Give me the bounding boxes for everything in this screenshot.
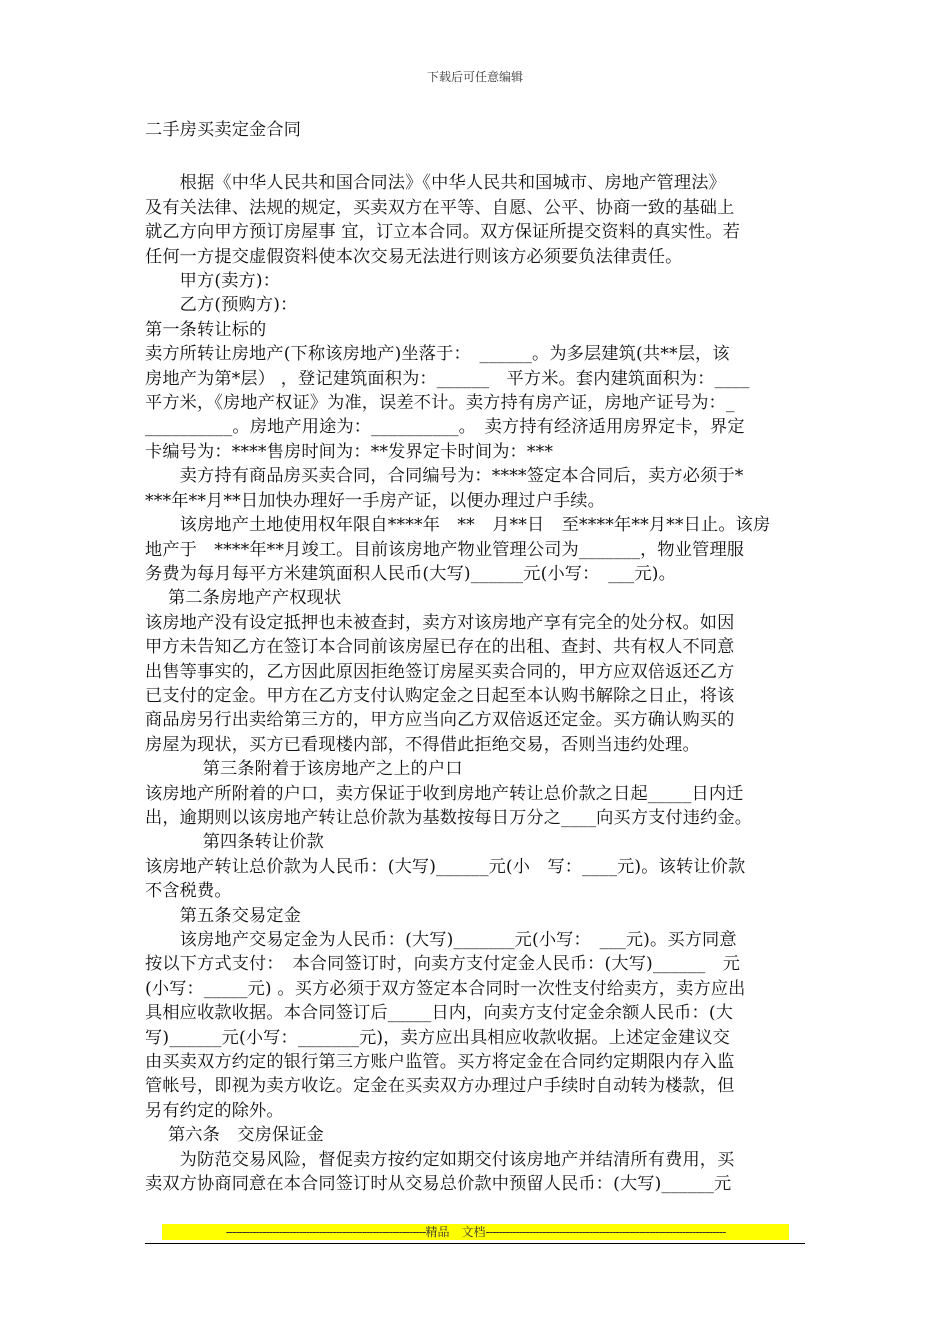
text-line: 务费为每月每平方米建筑面积人民币(大写)______元(小写： ___元)。 bbox=[145, 563, 676, 584]
text-line: 甲方未告知乙方在签订本合同前该房屋已存在的出租、查封、共有权人不同意 bbox=[145, 637, 735, 658]
text-line: (小写：_____元) 。买方必须于双方签定本合同时一次性支付给卖方，卖方应出 bbox=[145, 978, 746, 999]
text-line: 该房地产土地使用权年限自****年 ** 月**日 至****年**月**日止。该房 bbox=[145, 515, 771, 536]
text-line: 根据《中华人民共和国合同法》《中华人民共和国城市、房地产管理法》 bbox=[145, 173, 726, 194]
text-line: 为防范交易风险，督促卖方按约定如期交付该房地产并结清所有费用，买 bbox=[145, 1149, 735, 1170]
text-line: 不含税费。 bbox=[145, 881, 232, 902]
contract-text bbox=[145, 171, 805, 1196]
text-line: 平方米，《房地产权证》为准，误差不计。卖方持有房产证，房地产证号为：_ bbox=[145, 393, 735, 414]
text-line: 管帐号，即视为卖方收讫。定金在买卖双方办理过户手续时自动转为楼款，但 bbox=[145, 1076, 735, 1097]
text-line: 已支付的定金。甲方在乙方支付认购定金之日起至本认购书解除之日止，将该 bbox=[145, 685, 735, 706]
text-line: 该房地产转让总价款为人民币：(大写)______元(小 写：____元)。该转让价款 bbox=[145, 856, 746, 877]
text-line: 商品房另行出卖给第三方的，甲方应当向乙方双倍返还定金。买方确认购买的 bbox=[145, 710, 735, 731]
text-line: 乙方(预购方)： bbox=[145, 295, 298, 316]
text-line: 任何一方提交虚假资料使本次交易无法进行则该方必须要负法律责任。 bbox=[145, 246, 683, 267]
text-line: 甲方(卖方)： bbox=[145, 271, 281, 292]
footer-dashes-right: ------------------------------------------------------------------------ bbox=[485, 1225, 726, 1239]
contract-body bbox=[145, 118, 805, 1196]
footer-dashes-left: ------------------------------------------------------------ bbox=[225, 1225, 426, 1239]
text-line: 地产于 ****年**月竣工。目前该房地产物业管理公司为_______，物业管理服 bbox=[145, 539, 745, 560]
text-line: 写)______元(小写：_______元)，卖方应出具相应收款收据。上述定金建议交 bbox=[145, 1027, 731, 1048]
footer-label: 精品 文档 bbox=[425, 1225, 486, 1239]
text-line: 及有关法律、法规的规定，买卖双方在平等、自愿、公平、协商一致的基础上 bbox=[145, 197, 735, 218]
text-line: 第六条 交房保证金 bbox=[145, 1125, 324, 1146]
text-line: 具相应收款收据。本合同签订后_____日内，向卖方支付定金余额人民币：(大 bbox=[145, 1003, 734, 1024]
text-line: 房屋为现状，买方已看现楼内部，不得借此拒绝交易，否则当违约处理。 bbox=[145, 734, 700, 755]
footer-banner bbox=[162, 1224, 789, 1240]
text-line: 该房地产没有设定抵押也未被查封，卖方对该房地产享有完全的处分权。如因 bbox=[145, 612, 735, 633]
text-line: 按以下方式支付： 本合同签订时，向卖方支付定金人民币：(大写)______ 元 bbox=[145, 954, 741, 975]
text-line: __________。房地产用途为：__________。 卖方持有经济适用房界定卡，界定 bbox=[145, 417, 745, 438]
text-line: 第五条交易定金 bbox=[145, 905, 302, 926]
text-line: 由买卖双方约定的银行第三方账户监管。买方将定金在合同约定期限内存入监 bbox=[145, 1052, 735, 1073]
text-line: 卖方持有商品房买卖合同，合同编号为：****签定本合同后，卖方必须于* bbox=[145, 466, 744, 487]
text-line: 出，逾期则以该房地产转让总价款为基数按每日万分之____向买方支付违约金。 bbox=[145, 807, 753, 828]
text-line: 出售等事实的，乙方因此原因拒绝签订房屋买卖合同的，甲方应双倍返还乙方 bbox=[145, 661, 735, 682]
text-line: 该房地产所附着的户口，卖方保证于收到房地产转让总价款之日起_____日内迁 bbox=[145, 783, 744, 804]
text-line: 另有约定的除外。 bbox=[145, 1100, 284, 1121]
page-header: 下载后可任意编辑 bbox=[426, 70, 523, 84]
text-line: 第四条转让价款 bbox=[145, 832, 324, 853]
text-line: 卡编号为：****售房时间为：**发界定卡时间为：*** bbox=[145, 441, 554, 462]
text-line: 第二条房地产产权现状 bbox=[145, 588, 342, 609]
text-line: 房地产为第*层） ，登记建筑面积为：______ 平方米。套内建筑面积为：____ bbox=[145, 368, 750, 389]
text-line: ***年**月**日加快办理好一手房产证，以便办理过户手续。 bbox=[145, 490, 605, 511]
text-line: 卖方所转让房地产(下称该房地产)坐落于： ______。为多层建筑(共**层，该 bbox=[145, 344, 730, 365]
footer-rule bbox=[145, 1243, 805, 1244]
text-line: 就乙方向甲方预订房屋事 宜，订立本合同。双方保证所提交资料的真实性。若 bbox=[145, 222, 741, 243]
text-line: 该房地产交易定金为人民币：(大写)_______元(小写： ___元)。买方同意 bbox=[145, 930, 737, 950]
document-title: 二手房买卖定金合同 bbox=[145, 120, 302, 140]
text-line: 卖双方协商同意在本合同签订时从交易总价款中预留人民币：(大写)______元 bbox=[145, 1174, 732, 1195]
text-line: 第一条转让标的 bbox=[145, 319, 267, 340]
text-line: 第三条附着于该房地产之上的户口 bbox=[145, 759, 463, 780]
